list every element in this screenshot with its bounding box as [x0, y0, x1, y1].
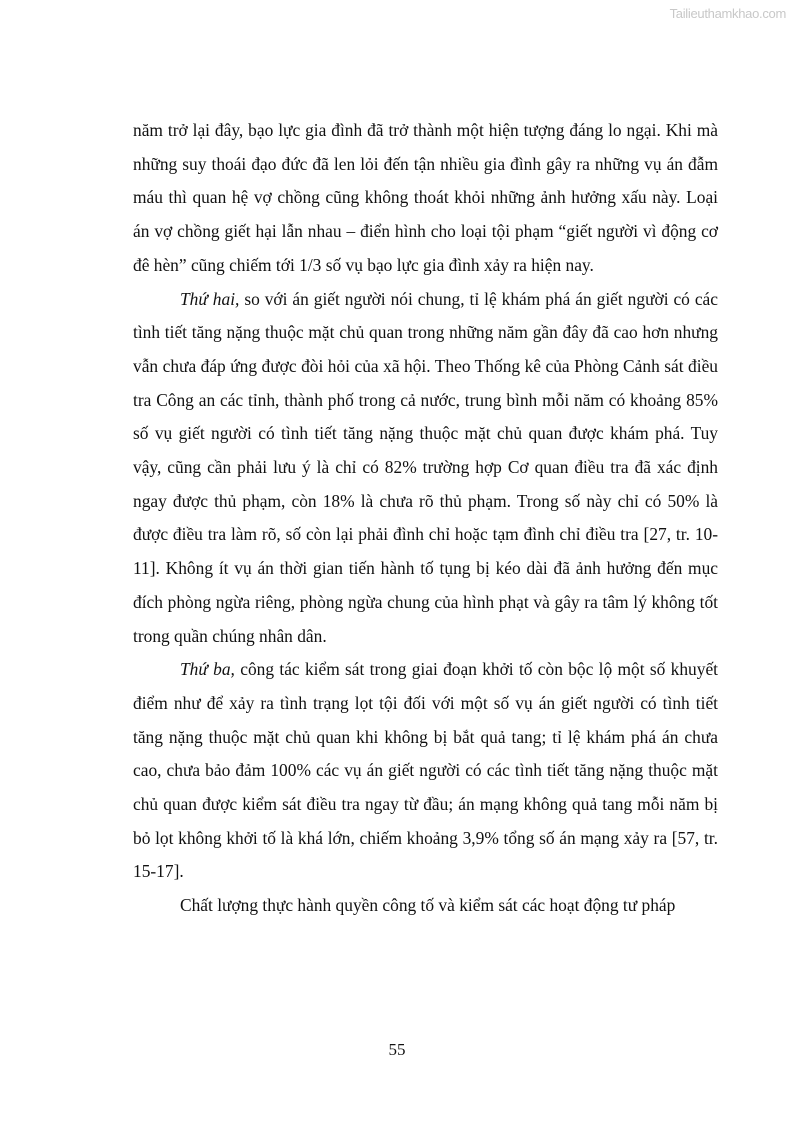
page-body: [133, 114, 718, 923]
paragraph-text: Chất lượng thực hành quyền công tố và kiểm sát các hoạt động tư pháp: [180, 895, 676, 916]
paragraph-lead: Thứ hai,: [180, 288, 240, 309]
watermark: Tailieuthamkhao.com: [669, 6, 786, 21]
paragraph-text: năm trở lại đây, bạo lực gia đình đã trở thành một hiện tượng đáng lo ngại. Khi mà những suy thoái đạo đức đã len lỏi đến tận nhiều gia đình gây ra những vụ án đẫm máu thì quan hệ vợ chồng cũng không thoát khỏi những ảnh hưởng xấu này. Loại án vợ chồng giết hại lẫn nhau – điển hình cho loại tội phạm “giết người vì động cơ đê hèn” cũng chiếm tới 1/3 số vụ bạo lực gia đình xảy ra hiện nay.: [133, 120, 718, 275]
paragraph-lead: Thứ ba,: [180, 659, 235, 680]
paragraph-2: [133, 283, 718, 654]
paragraph-text: công tác kiểm sát trong giai đoạn khởi tố còn bộc lộ một số khuyết điểm như để xảy ra tình trạng lọt tội đối với một số vụ án giết người có tình tiết tăng nặng thuộc mặt chủ quan khi không bị bắt quả tang; tỉ lệ khám phá án chưa cao, chưa bảo đảm 100% các vụ án giết người có các tình tiết tăng nặng thuộc mặt chủ quan được kiểm sát điều tra ngay từ đầu; án mạng không quả tang mỗi năm bị bỏ lọt không khởi tố là khá lớn, chiếm khoảng 3,9% tổng số án mạng xảy ra [57, tr. 15-17].: [133, 659, 718, 882]
paragraph-1: [133, 114, 718, 283]
paragraph-4: [133, 889, 718, 923]
page-number: 55: [388, 1040, 406, 1059]
paragraph-3: [133, 653, 718, 889]
paragraph-text: so với án giết người nói chung, tỉ lệ khám phá án giết người có các tình tiết tăng nặng thuộc mặt chủ quan trong những năm gần đây đã cao hơn nhưng vẫn chưa đáp ứng được đòi hỏi của xã hội. Theo Thống kê của Phòng Cảnh sát điều tra Công an các tỉnh, thành phố trong cả nước, trung bình mỗi năm có khoảng 85% số vụ giết người có tình tiết tăng nặng thuộc mặt chủ quan được khám phá. Tuy vậy, cũng cần phải lưu ý là chỉ có 82% trường hợp Cơ quan điều tra đã xác định ngay được thủ phạm, còn 18% là chưa rõ thủ phạm. Trong số này chỉ có 50% là được điều tra làm rõ, số còn lại phải đình chỉ hoặc tạm đình chỉ điều tra [27, tr. 10-11]. Không ít vụ án thời gian tiến hành tố tụng bị kéo dài đã ảnh hưởng đến mục đích phòng ngừa riêng, phòng ngừa chung của hình phạt và gây ra tâm lý không tốt trong quần chúng nhân dân.: [133, 288, 718, 646]
